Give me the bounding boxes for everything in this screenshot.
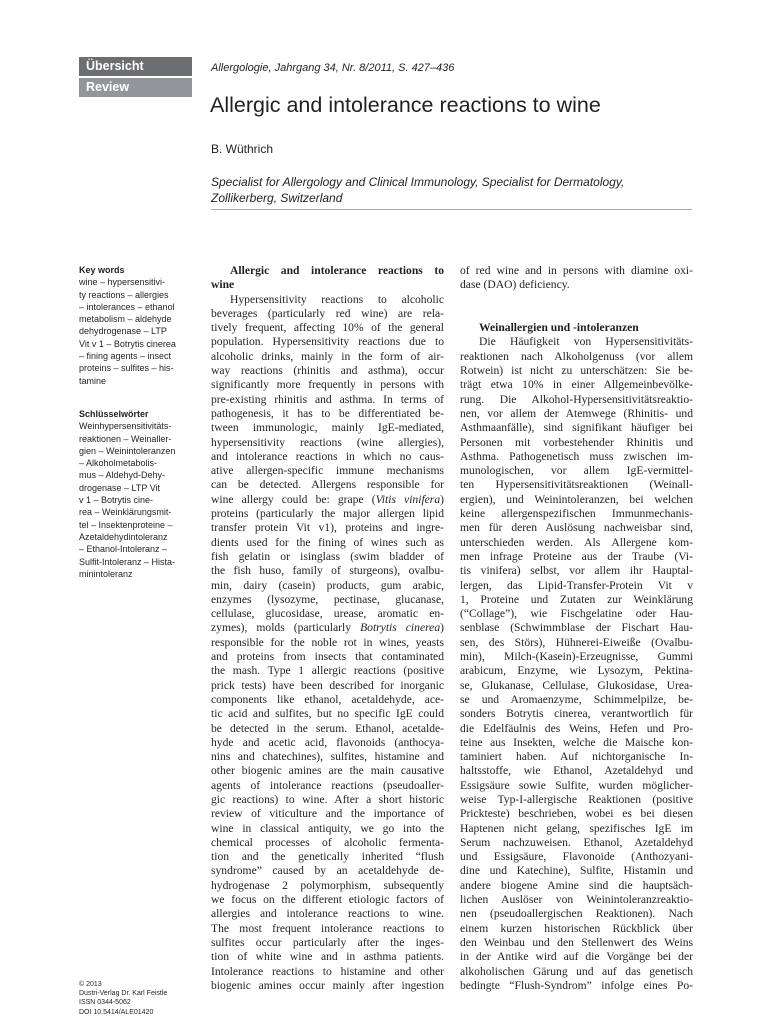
paragraph-line: hyde and acetic acid, flavonoids (anthocya-: [211, 735, 444, 749]
paragraph-line: proteins (particularly the major allergen lipid: [211, 507, 444, 521]
paragraph-line: Die Häufigkeit von Hypersensitivitäts-: [479, 335, 693, 349]
keyword-line: rea – Weinklärungsmit-: [79, 507, 172, 518]
keyword-line: Sulfit-Intoleranz – Hista-: [79, 556, 176, 567]
keyword-line: minintoleranz: [79, 568, 133, 579]
schluesselwoerter-heading: Schlüsselwörter: [79, 409, 149, 419]
copyright: © 2013: [79, 981, 102, 988]
paragraph-line: Hypersensitivity reactions to alcoholic: [230, 292, 444, 306]
paragraph-line: Essigsäure sowie Sulfite, wurden möglicher-: [460, 778, 693, 792]
paragraph-line: The most frequent intolerance reactions to: [211, 921, 444, 935]
paragraph-line: wine allergy could be: grape (Vitis vinifera): [211, 492, 444, 506]
paragraph-line: tion of white wine and in asthma patients.: [211, 950, 444, 964]
paragraph-line: ative allergen-specific immune mechanisms: [211, 464, 444, 478]
keyword-line: – Ethanol-Intoleranz –: [79, 544, 168, 555]
paragraph-line: men infrage Proteine aus der Traube (Vi-: [460, 549, 693, 563]
keyword-line: reaktionen – Weinaller-: [79, 433, 172, 444]
paragraph-line: gic reactions) to wine. After a short historic: [211, 792, 444, 806]
keyword-line: tamine: [79, 375, 107, 386]
paragraph-line: hydrogenase 2 polymorphism, subsequently: [211, 878, 444, 892]
paragraph-line: senblase (Schwimmblase der Fischart Hau-: [460, 621, 693, 635]
paragraph-line: sulfites occur particularly after the inges-: [211, 935, 444, 949]
paragraph-line: tis vinifera) selbst, vor allem ihr Hauptal-: [460, 564, 693, 578]
paragraph-line: einem kurzen historischen Rückblick über: [460, 921, 693, 935]
section-heading-line: wine: [211, 278, 235, 292]
paragraph-line: Asthmaanfälle), sind signifikant häufiger bei: [460, 421, 693, 435]
paragraph-line: sonders Botrytis cinerea, verantwortlich für: [460, 707, 693, 721]
paragraph-line: ergien), und Weinintoleranzen, bei welchen: [460, 492, 693, 506]
paragraph-line: review of viticulture and the importance of: [211, 807, 444, 821]
paragraph-line: significantly more frequently in persons with: [211, 378, 444, 392]
paragraph-line: Personen mit vorbestehender Rhinitis und: [460, 435, 693, 449]
paragraph-line: haltsstoffe, wie Ethanol, Azetaldehyd und: [460, 764, 693, 778]
paragraph-line: Intolerance reactions to histamine and other: [211, 964, 444, 978]
paragraph-line: rung. Die Alkohol-Hypersensitivitätsreaktio-: [460, 392, 693, 406]
keyword-line: Azetaldehydintoleranz: [79, 531, 168, 542]
paragraph-line: wine in classical antiquity, we go into the: [211, 821, 444, 835]
paragraph-line: pre-existing rhinitis and asthma. In terms of: [211, 392, 444, 406]
paragraph-line: chemical processes of alcoholic fermenta-: [211, 835, 444, 849]
affiliation: [211, 175, 691, 206]
keywords-block: [79, 264, 194, 387]
keyword-line: dehydrogenase – LTP: [79, 326, 167, 337]
paragraph-line: men für deren Auslösung nachweisbar sind,: [460, 521, 693, 535]
paragraph-line: prick tests) have been described for inorganic: [211, 678, 444, 692]
paragraph-line: biogenic amines occur mainly after ingestion: [211, 978, 444, 992]
paragraph-line: syndrome” caused by an acetaldehyde de-: [211, 864, 444, 878]
paragraph-line: tween immunologic, mainly IgE-mediated,: [211, 421, 444, 435]
paragraph-line: nins and chatechines), sulfites, histamine and: [211, 750, 444, 764]
paragraph-line: 1, Proteine und Zutaten zur Weinklärung: [460, 592, 693, 606]
paragraph-line: min, dairy (casein) products, gum arabic,: [211, 578, 444, 592]
paragraph-line: and intolerance reactions in which no caus-: [211, 449, 444, 463]
paragraph-line: taminiert haben. Auf nichtorganische In-: [460, 750, 693, 764]
paragraph-line: lergen, das Lipid-Transfer-Protein Vit v: [460, 578, 693, 592]
paragraph-line: of red wine and in persons with diamine oxi-: [460, 264, 693, 277]
paragraph-line: se, Glukanase, Cellulase, Glukosidase, Urea-: [460, 678, 693, 692]
paragraph-line: alcoholic drinks, mainly in the form of air-: [211, 349, 444, 363]
paragraph-line: se und Aromaenzyme, Schimmelpilze, be-: [460, 692, 693, 706]
publisher: Dustri-Verlag Dr. Karl Feistle: [79, 990, 168, 998]
affiliation-line: Specialist for Allergology and Clinical Immunology, Specialist for Dermatology,: [211, 175, 625, 189]
keyword-line: Weinhypersensitivitäts-: [79, 421, 172, 432]
body-column-1: [211, 264, 444, 993]
paragraph-line: sen, des Störs), Hühnerei-Eiweiße (Ovalbu-: [460, 635, 693, 649]
issn: ISSN 0344-5062: [79, 999, 131, 1007]
paragraph-line: Asthma. Pathogenetisch muss zwischen im-: [460, 449, 693, 463]
paragraph-line: unterschieden werden. Als Allergene kom-: [460, 535, 693, 549]
keyword-line: – intolerances – ethanol: [79, 301, 175, 312]
keyword-line: Vit v 1 – Botrytis cinerea: [79, 338, 176, 349]
paragraph-line: and proteins from insects that contaminated: [211, 650, 444, 664]
header-divider: [211, 209, 692, 210]
paragraph-line: dase (DAO) deficiency.: [460, 278, 570, 292]
paragraph-line: other biogenic amines are the main causative: [211, 764, 444, 778]
paragraph-line: components like ethanol, acetaldehyde, ace-: [211, 692, 444, 706]
paragraph-line: bedingte “Flush-Syndrom” infolge eines Po-: [460, 978, 693, 992]
paragraph-line: teine aus Insekten, welche die Maische kon-: [460, 735, 693, 749]
paragraph-line: reaktionen nach Alkoholgenuss (vor allem: [460, 349, 693, 363]
paragraph-line: the fish huso, family of sturgeons), ovalbu-: [211, 564, 444, 578]
keywords-heading: Key words: [79, 265, 125, 275]
keyword-line: – fining agents – insect: [79, 351, 172, 362]
publication-footer: [79, 980, 167, 1017]
paragraph-line: trägt etwa 10% in einer Allgemeinbevölke-: [460, 378, 693, 392]
paragraph-line: can be detected. Allergens responsible for: [211, 478, 444, 492]
paragraph-line: Haptenen nicht gelang, spezifisches IgE im: [460, 821, 693, 835]
paragraph-line: the mash. Type 1 allergic reactions (positive: [211, 664, 444, 678]
paragraph-line: transfer protein Vit v1), proteins and ingre-: [211, 521, 444, 535]
paragraph-line: ten Hypersensitivitätsreaktionen (Weinall-: [460, 478, 693, 492]
paragraph-line: cellulase, glucosidase, urease, aromatic en-: [211, 607, 444, 621]
keyword-line: gien – Weinintoleranzen: [79, 445, 176, 456]
schluesselwoerter-block: [79, 408, 194, 580]
paragraph-line: agents of intolerance reactions (pseudoaller-: [211, 778, 444, 792]
keyword-line: wine – hypersensitivi-: [79, 277, 166, 288]
body-column-2: [460, 264, 693, 993]
paragraph-line: we focus on the different etiologic factors of: [211, 893, 444, 907]
paragraph-line: weise Typ-I-allergische Reaktionen (positive: [460, 792, 693, 806]
article-title: Allergic and intolerance reactions to wine: [210, 93, 601, 117]
paragraph-line: pathogenesis, it has to be differentiated be-: [211, 406, 444, 420]
paragraph-line: enzymes (lysozyme, pectinase, glucanase,: [211, 592, 444, 606]
paragraph-line: responsible for the noble rot in wines, yeasts: [211, 635, 444, 649]
keyword-line: – Alkoholmetabolis-: [79, 458, 158, 469]
keyword-line: ty reactions – allergies: [79, 289, 169, 300]
paragraph-line: arabicum, Enzyme, wie Lysozym, Pektina-: [460, 664, 693, 678]
paragraph-line: Rotwein) ist nicht zu unterschätzen: Sie be-: [460, 364, 693, 378]
paragraph-line: be detected in the serum. Ethanol, acetalde-: [211, 721, 444, 735]
section-heading: Weinallergien und -intoleranzen: [479, 321, 639, 335]
journal-citation: Allergologie, Jahrgang 34, Nr. 8/2011, S. 427–436: [211, 62, 455, 74]
paragraph-line: tively frequent, affecting 10% of the general: [211, 321, 444, 335]
paragraph-line: Prickteste) beschrieben, wobei es bei diesen: [460, 807, 693, 821]
paragraph-line: die Edelfäulnis des Weins, Hefen und Pro-: [460, 721, 693, 735]
paragraph-line: alkoholischen Gärung und auf das genetisch: [460, 964, 693, 978]
paragraph-line: tion and the genetically inherited “flush: [211, 850, 444, 864]
paragraph-line: way reactions (rhinitis and asthma), occur: [211, 364, 444, 378]
section-heading-line: Allergic and intolerance reactions to: [230, 264, 444, 277]
section-sublabel: Review: [79, 78, 192, 97]
doi: DOI 10.5414/ALE01420: [79, 1008, 154, 1016]
keyword-line: proteins – sulfites – his-: [79, 363, 174, 374]
keyword-line: v 1 – Botrytis cine-: [79, 495, 154, 506]
section-label: Übersicht: [79, 57, 192, 76]
paragraph-line: in der Antike wird auf die Vorgänge bei der: [460, 950, 693, 964]
paragraph-line: andere biogene Amine sind die hauptsäch-: [460, 878, 693, 892]
keyword-line: mus – Aldehyd-Dehy-: [79, 470, 166, 481]
keyword-line: metabolism – aldehyde: [79, 314, 172, 325]
paragraph-line: munologischen, vor allem IgE-vermittel-: [460, 464, 693, 478]
paragraph-line: hypersensitivity reactions (wine allergies),: [211, 435, 444, 449]
paragraph-line: nen (pseudoallergischen Reaktionen). Nach: [460, 907, 693, 921]
paragraph-line: lichen Auslöser von Weinintoleranzreaktio-: [460, 893, 693, 907]
paragraph-line: dine und Katechine), Sulfite, Histamin und: [460, 864, 693, 878]
paragraph-line: keine allergenspezifischen Immunmechanis-: [460, 507, 693, 521]
paragraph-line: population. Hypersensitivity reactions due to: [211, 335, 444, 349]
paragraph-line: min), Milch-(Kasein)-Erzeugnisse, Gummi: [460, 650, 693, 664]
paragraph-line: zymes), molds (particularly Botrytis cinerea): [211, 621, 444, 635]
paragraph-line: allergies and intolerance reactions to wine.: [211, 907, 444, 921]
paragraph-line: dients used for the fining of wines such as: [211, 535, 444, 549]
paragraph-line: (“Collage”), wie Fischgelatine oder Hau-: [460, 607, 693, 621]
paragraph-line: fish gelatin or isinglass (swim bladder of: [211, 549, 444, 563]
paragraph-line: Serum nachzuweisen. Ethanol, Azetaldehyd: [460, 835, 693, 849]
keyword-line: tel – Insektenproteine –: [79, 519, 173, 530]
paragraph-line: und Essigsäure, Flavonoide (Anthozyani-: [460, 850, 693, 864]
paragraph-line: tic acid and sulfites, but no specific IgE could: [211, 707, 444, 721]
affiliation-line: Zollikerberg, Switzerland: [211, 190, 343, 205]
keyword-line: drogenase – LTP Vit: [79, 482, 161, 493]
author: B. Wüthrich: [211, 142, 274, 156]
paragraph-line: den Weinbau und den Stellenwert des Weins: [460, 935, 693, 949]
paragraph-line: beverages (particularly red wine) are rela-: [211, 306, 444, 320]
paragraph-line: nen, vor allem der Atemwege (Rhinitis- und: [460, 406, 693, 420]
